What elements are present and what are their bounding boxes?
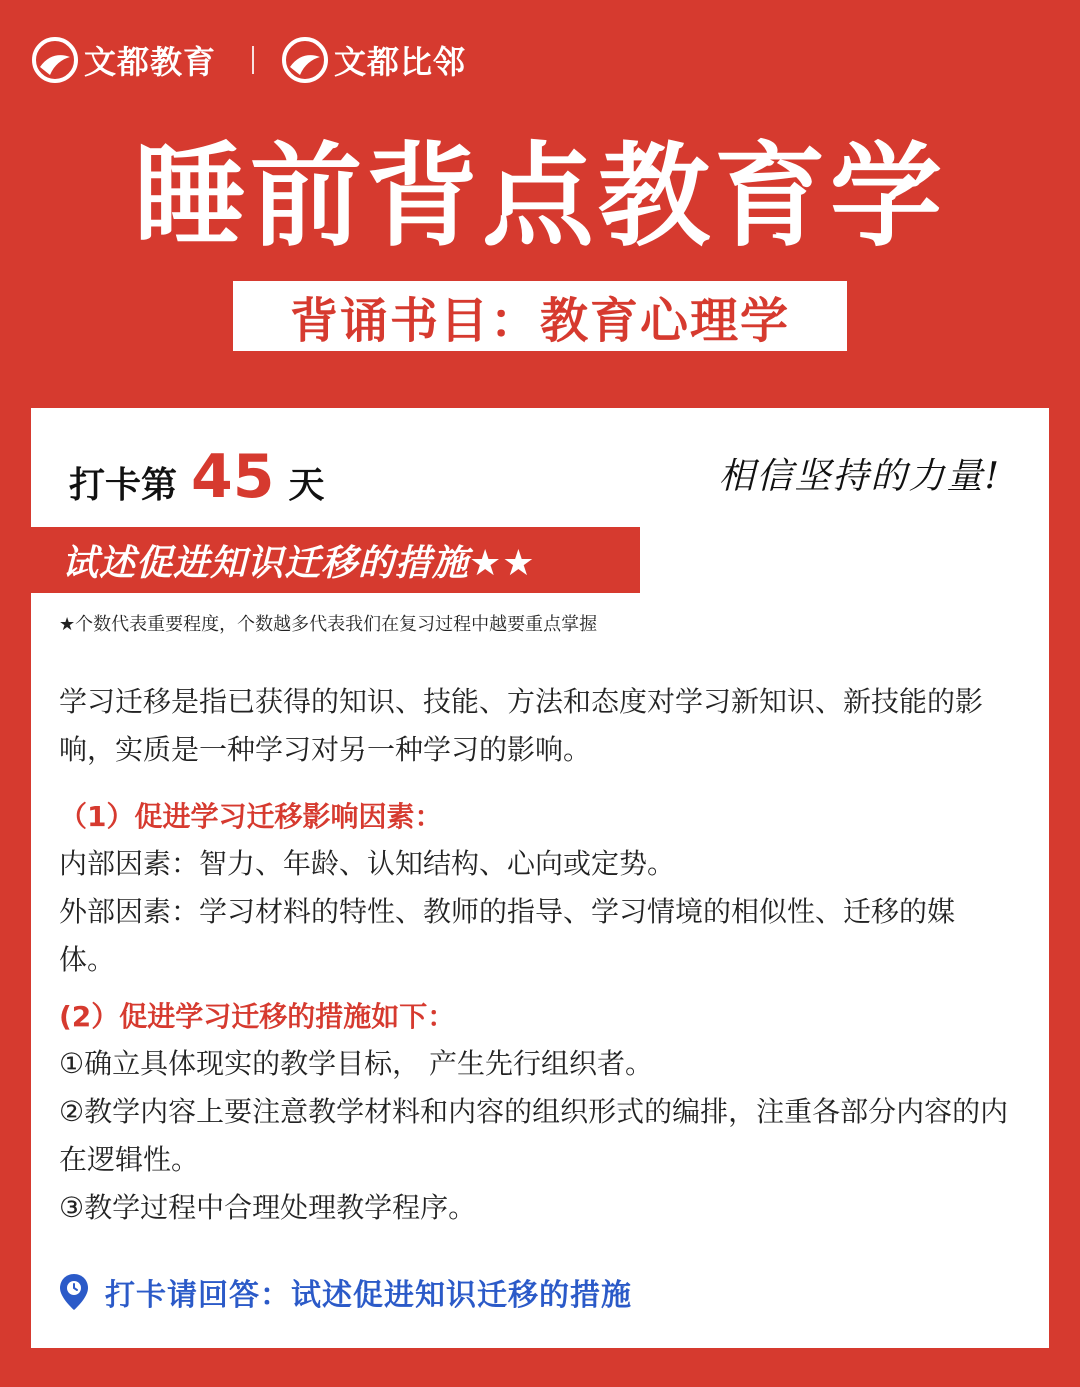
subtitle-text: 背诵书目：教育心理学 — [289, 292, 790, 349]
brand-bar — [32, 34, 466, 86]
brand-name: 文都教育 — [84, 43, 217, 81]
motto-text: 相信坚持的力量! — [718, 456, 1001, 497]
section-2-body — [59, 1040, 1009, 1232]
page-title: 睡前背点教育学 — [134, 132, 946, 262]
section-1-title: （1）促进学习迁移影响因素： — [59, 800, 443, 833]
checkin-counter — [69, 442, 325, 512]
importance-note: ★个数代表重要程度，个数越多代表我们在复习过程中越要重点掌握 — [59, 614, 598, 635]
subtitle-box — [233, 281, 847, 351]
content-card — [31, 408, 1049, 1348]
section-2-title: (2）促进学习迁移的措施如下： — [59, 1000, 456, 1033]
answer-prompt-row — [59, 1270, 632, 1314]
brand-wendu-bilin — [282, 37, 466, 83]
checkin-day-number: 45 — [191, 442, 275, 512]
section-1-line: 内部因素：智力、年龄、认知结构、心向或定势。 — [59, 847, 676, 880]
wendu-logo-icon — [32, 37, 78, 83]
section-2-line: ②教学内容上要注意教学材料和内容的组织形式的编排，注重各部分内容的内在逻辑性。 — [59, 1095, 1009, 1176]
section-1-body — [59, 840, 1009, 984]
section-1-line: 外部因素：学习材料的特性、教师的指导、学习情境的相似性、迁移的媒体。 — [59, 895, 956, 976]
question-title: 试述促进知识迁移的措施★★ — [62, 542, 536, 584]
section-2-line: ③教学过程中合理处理教学程序。 — [59, 1191, 477, 1224]
question-banner — [0, 527, 640, 593]
brand-divider — [252, 46, 254, 74]
brand-wendu-education — [32, 37, 216, 83]
wendu-logo-icon — [282, 37, 328, 83]
brand-name: 文都比邻 — [334, 43, 467, 81]
section-2-line: ①确立具体现实的教学目标， 产生先行组织者。 — [59, 1047, 654, 1080]
answer-prompt-text: 打卡请回答：试述促进知识迁移的措施 — [105, 1278, 632, 1313]
checkin-suffix: 天 — [288, 465, 325, 506]
location-pin-icon — [59, 1273, 89, 1311]
intro-paragraph: 学习迁移是指已获得的知识、技能、方法和态度对学习新知识、新技能的影响，实质是一种学习对另一种学习的影响。 — [59, 685, 984, 766]
checkin-prefix: 打卡第 — [69, 465, 178, 506]
